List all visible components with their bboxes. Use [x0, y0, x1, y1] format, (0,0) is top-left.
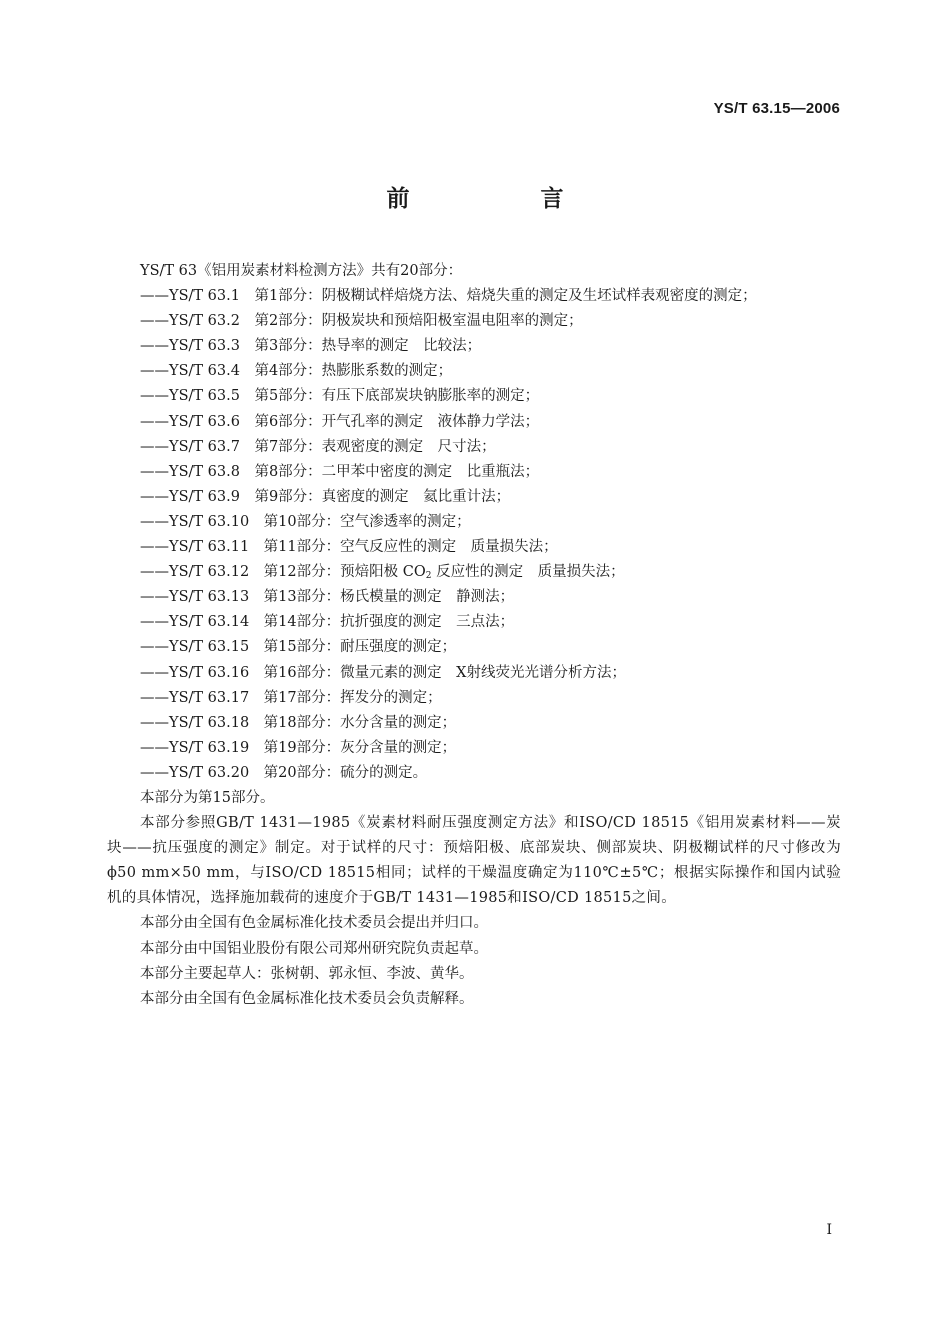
- list-item: ——YS/T 63.11 第11部分：空气反应性的测定 质量损失法；: [140, 539, 558, 556]
- list-item: ——YS/T 63.19 第19部分：灰分含量的测定；: [140, 739, 457, 756]
- parts-list: [107, 284, 841, 786]
- co2-subscript: 2: [425, 571, 432, 582]
- list-item: ——YS/T 63.13 第13部分：杨氏模量的测定 静测法；: [140, 589, 515, 606]
- list-item: ——YS/T 63.7 第7部分：表观密度的测定 尺寸法；: [140, 438, 496, 455]
- part-of-statement: 本部分为第15部分。: [140, 789, 275, 806]
- part-12-text-before: ——YS/T 63.12 第12部分：预焙阳极 CO: [140, 564, 426, 581]
- list-item: ——YS/T 63.15 第15部分：耐压强度的测定；: [140, 639, 457, 656]
- closing-line-interpretation: 本部分由全国有色金属标准化技术委员会负责解释。: [140, 990, 474, 1007]
- list-item: ——YS/T 63.9 第9部分：真密度的测定 氦比重计法；: [140, 488, 511, 505]
- list-item: ——YS/T 63.16 第16部分：微量元素的测定 X射线荧光光谱分析方法；: [140, 664, 626, 681]
- list-item: ——YS/T 63.20 第20部分：硫分的测定。: [140, 764, 428, 781]
- list-item: ——YS/T 63.8 第8部分：二甲苯中密度的测定 比重瓶法；: [140, 463, 540, 480]
- document-body: [107, 259, 841, 1012]
- list-item: ——YS/T 63.6 第6部分：开气孔率的测定 液体静力学法；: [140, 413, 540, 430]
- page-number: I: [826, 1222, 832, 1238]
- list-item: ——YS/T 63.2 第2部分：阴极炭块和预焙阳极室温电阻率的测定；: [140, 313, 583, 330]
- list-item: ——YS/T 63.10 第10部分：空气渗透率的测定；: [140, 513, 471, 530]
- closing-line-drafter: 本部分由中国铝业股份有限公司郑州研究院负责起草。: [140, 940, 488, 957]
- part-12-text-after: 反应性的测定 质量损失法；: [431, 564, 625, 581]
- intro-line: YS/T 63《铝用炭素材料检测方法》共有20部分：: [140, 263, 463, 279]
- list-item: ——YS/T 63.14 第14部分：抗折强度的测定 三点法；: [140, 614, 515, 631]
- closing-line-authors: 本部分主要起草人：张树朝、郭永恒、李波、黄华。: [140, 965, 474, 982]
- reference-paragraph: 本部分参照GB/T 1431—1985《炭素材料耐压强度测定方法》和ISO/CD 18515《铝用炭素材料——炭块——抗压强度的测定》制定。对于试样的尺寸：预焙阳极、底部炭块、侧部炭块、阴极糊试样的尺寸修改为ϕ50 mm×50 mm，与ISO/CD 18515相同；试样的干燥温度确定为110℃±5℃；根据实际操作和国内试验机的具体情况，选择施加载荷的速度介于GB/T 1431—1985和ISO/CD 18515之间。: [107, 815, 841, 907]
- list-item: ——YS/T 63.5 第5部分：有压下底部炭块钠膨胀率的测定；: [140, 388, 540, 405]
- list-item: ——YS/T 63.18 第18部分：水分含量的测定；: [140, 714, 457, 731]
- list-item: ——YS/T 63.1 第1部分：阴极糊试样焙烧方法、焙烧失重的测定及生坯试样表观密度的测定；: [140, 288, 757, 305]
- list-item-part-12: [107, 560, 841, 585]
- closing-line-proposer: 本部分由全国有色金属标准化技术委员会提出并归口。: [140, 915, 488, 932]
- list-item: ——YS/T 63.17 第17部分：挥发分的测定；: [140, 689, 442, 706]
- list-item: ——YS/T 63.4 第4部分：热膨胀系数的测定；: [140, 363, 453, 380]
- list-item: ——YS/T 63.3 第3部分：热导率的测定 比较法；: [140, 338, 482, 355]
- page-title: 前 言: [386, 186, 618, 212]
- standard-code: YS/T 63.15—2006: [713, 100, 840, 117]
